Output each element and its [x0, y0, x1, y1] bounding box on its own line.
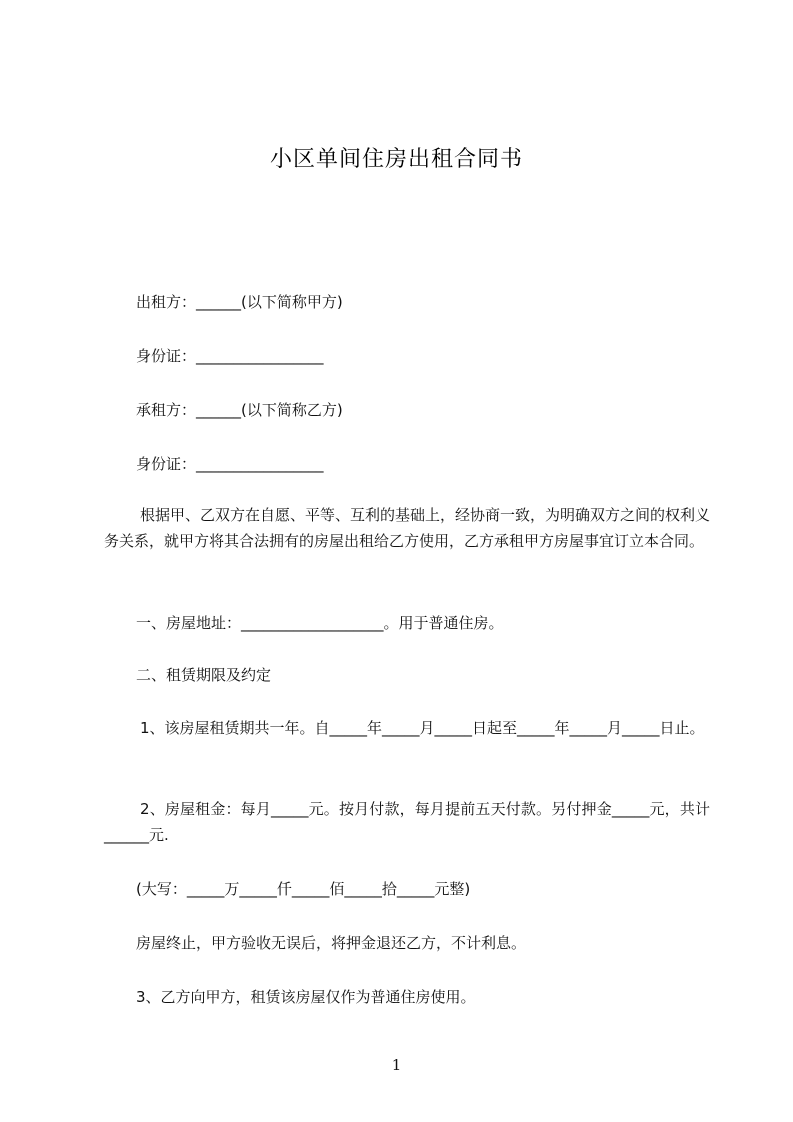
lessor-line: 出租方：______(以下简称甲方) — [136, 293, 343, 311]
clause-lease-period-text: 1、该房屋租赁期共一年。自_____年_____月_____日起至_____年_____月_____日止。 — [140, 719, 705, 737]
amount-in-words-line: (大写：_____万_____仟_____佰_____拾_____元整) — [136, 880, 471, 898]
clause-rent-text: 2、房屋租金：每月_____元。按月付款，每月提前五天付款。另付押金_____元，共计______元. — [104, 800, 710, 844]
lessee-line: 承租方：______(以下简称乙方) — [136, 401, 343, 419]
clause-rent — [104, 796, 710, 848]
section-house-address: 一、房屋地址：___________________。用于普通住房。 — [136, 614, 504, 632]
lessor-id-line: 身份证：_________________ — [136, 347, 324, 365]
lessee-id-line: 身份证：_________________ — [136, 455, 324, 473]
contract-title: 小区单间住房出租合同书 — [269, 147, 523, 172]
clause-usage-line: 3、乙方向甲方，租赁该房屋仅作为普通住房使用。 — [136, 988, 476, 1006]
section-lease-term-heading: 二、租赁期限及约定 — [136, 666, 272, 684]
page-number: 1 — [391, 1056, 402, 1074]
preamble-paragraph — [104, 502, 710, 554]
deposit-return-line: 房屋终止，甲方验收无误后，将押金退还乙方，不计利息。 — [136, 934, 527, 952]
clause-lease-period — [104, 715, 710, 741]
preamble-text: 根据甲、乙双方在自愿、平等、互利的基础上，经协商一致，为明确双方之间的权利义务关系，就甲方将其合法拥有的房屋出租给乙方使用，乙方承租甲方房屋事宜订立本合同。 — [104, 506, 711, 550]
